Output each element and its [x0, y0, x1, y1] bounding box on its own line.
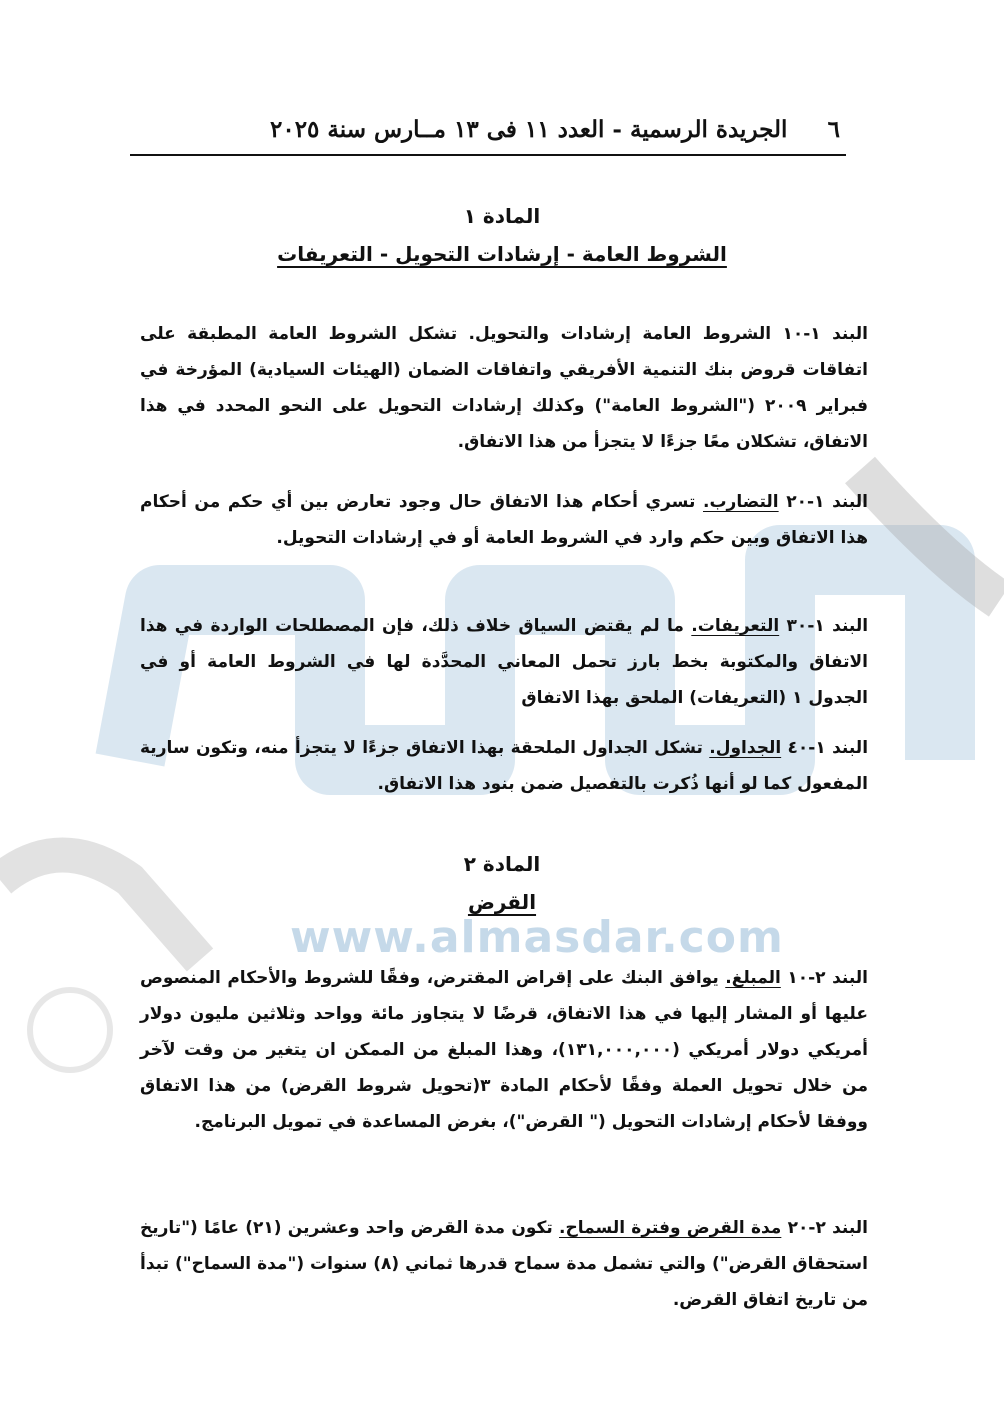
clause-body: ما لم يقتض السياق خلاف ذلك، فإن المصطلحات الواردة في هذا الاتفاق والمكتوبة بخط بارز تحمل المعاني المحدَّدة لها في الشروط العامة أو في الجدول ١ (التعريفات) الملحق بهذا الاتفاق	[140, 616, 868, 708]
clause-2-1	[140, 960, 868, 1140]
clause-2-2	[140, 1210, 868, 1318]
clause-body: يوافق البنك على إقراض المقترض، وفقًا للشروط والأحكام المنصوص عليها أو المشار إليها في هذا الاتفاق، قرضًا لا يتجاوز مائة وواحد وثلاثين مليون دولار أمريكي دولار أمريكي (١٣١,٠٠٠,٠٠٠)، وهذا المبلغ من الممكن ان يتغير من وقت لآخر من خلال تحويل العملة وفقًا لأحكام المادة ٣(تحويل شروط القرض) من هذا الاتفاق ووفقا لأحكام إرشادات التحويل (" القرض")، بغرض المساعدة في تمويل البرنامج.	[140, 968, 868, 1132]
clause-title: الشروط العامة إرشادات والتحويل.	[468, 324, 772, 344]
clause-1-2	[140, 484, 868, 556]
clause-ref: البند ١-٣٠	[786, 616, 869, 636]
article-1-heading: المادة ١	[463, 204, 541, 228]
clause-ref: البند ٢-١٠	[787, 968, 868, 988]
clause-body: تشكل الشروط العامة المطبقة على اتفاقات قروض بنك التنمية الأفريقي واتفاقات الضمان (الهيئات السيادية) المؤرخة في فبراير ٢٠٠٩ ("الشروط العامة") وكذلك إرشادات التحويل على النحو المحدد في هذا الاتفاق، تشكلان معًا جزءًا لا يتجزأ من هذا الاتفاق.	[140, 324, 868, 452]
clause-ref: البند ١-٤٠	[787, 738, 869, 758]
clause-1-3	[140, 608, 868, 716]
page-number: ٦	[827, 116, 840, 143]
gazette-title: الجريدة الرسمية - العدد ١١ فى ١٣ مــارس سنة ٢٠٢٥	[270, 116, 788, 143]
clause-title: مدة القرض وفترة السماح.	[559, 1218, 782, 1238]
clause-title: التضارب.	[703, 492, 779, 512]
clause-title: الجداول.	[709, 738, 782, 758]
clause-title: المبلغ.	[725, 968, 781, 988]
article-1-subheading: الشروط العامة - إرشادات التحويل - التعريفات	[277, 242, 727, 266]
clause-1-4	[140, 730, 868, 802]
page-header	[130, 112, 846, 156]
clause-body: تكون مدة القرض واحد وعشرين (٢١) عامًا ("تاريخ استحقاق القرض") والتي تشمل مدة سماح قدرها ثماني (٨) سنوات ("مدة السماح") تبدأ من تاريخ اتفاق القرض.	[140, 1218, 868, 1310]
clause-body: تشكل الجداول الملحقة بهذا الاتفاق جزءًا لا يتجزأ منه، وتكون سارية المفعول كما لو أنها ذُكرت بالتفصيل ضمن بنود هذا الاتفاق.	[140, 738, 868, 794]
clause-ref: البند ١-١٠	[782, 324, 869, 344]
header-divider	[130, 154, 846, 156]
article-2-heading: المادة ٢	[463, 852, 541, 876]
watermark-url: www.almasdar.com	[290, 912, 784, 963]
clause-ref: البند ٢-٢٠	[787, 1218, 868, 1238]
clause-1-1	[140, 316, 868, 460]
clause-ref: البند ١-٢٠	[786, 492, 869, 512]
clause-body: تسري أحكام هذا الاتفاق حال وجود تعارض بين أي حكم من أحكام هذا الاتفاق وبين حكم وارد في الشروط العامة أو في إرشادات التحويل.	[140, 492, 868, 548]
article-2-subheading: القرض	[467, 890, 537, 914]
clause-title: التعريفات.	[691, 616, 780, 636]
